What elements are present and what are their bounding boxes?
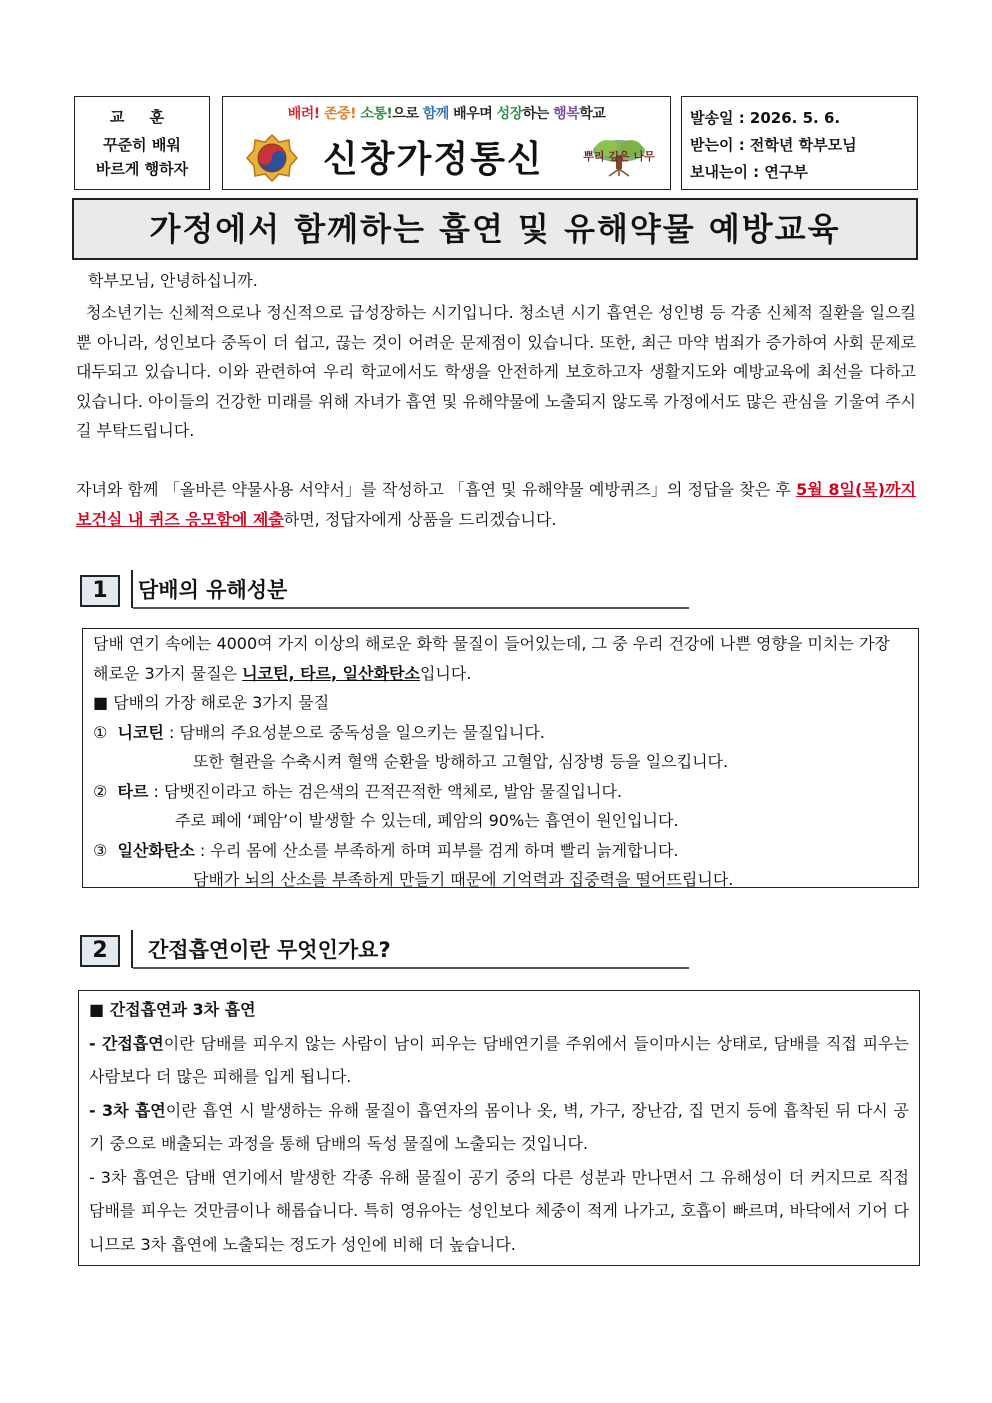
term-thirdhand-smoke: 3차 흡연 xyxy=(101,1100,166,1120)
section-2-number: 2 xyxy=(80,935,120,967)
item-desc: : 담뱃진이라고 하는 검은색의 끈적끈적한 액체로, 발암 물질입니다. xyxy=(148,781,623,801)
tree-logo-text: 뿌리 깊은 나무 xyxy=(583,150,655,163)
item-desc-2: 주로 폐에 ‘폐암’이 발생할 수 있는데, 폐암의 90%는 흡연이 원인입니다. xyxy=(175,811,679,830)
slogan-part: 행복 xyxy=(553,106,580,122)
passive-smoking-paragraph xyxy=(89,1027,909,1094)
harmful-substances: 니코틴, 타르, 일산화탄소 xyxy=(242,663,420,683)
issue-date: 발송일 : 2026. 5. 6. xyxy=(690,109,841,127)
thirdhand-smoke-paragraph xyxy=(89,1094,909,1161)
section-1-intro xyxy=(93,629,908,688)
dash: - xyxy=(89,1033,102,1053)
item-desc: : 우리 몸에 산소를 부족하게 하며 피부를 검게 하며 빨리 늙게합니다. xyxy=(194,840,679,860)
item-desc: : 담배의 주요성분으로 중독성을 일으키는 물질입니다. xyxy=(163,722,545,742)
paragraph-text: 이란 담배를 피우지 않는 사람이 남이 피우는 담배연기를 주위에서 들이마시는 상태로, 담배를 직접 피우는 사람보다 더 많은 피해를 입게 됩니다. xyxy=(89,1033,909,1086)
quiz-text: 자녀와 함께 「올바른 약물사용 서약서」를 작성하고 「흡연 및 유해약물 예방퀴즈」의 정답을 찾은 후 xyxy=(76,480,791,499)
newsletter-header xyxy=(222,96,671,190)
motto-line-2: 바르게 행하자 xyxy=(95,160,189,178)
section-1-intro-end: 입니다. xyxy=(419,663,472,683)
section-1-intro-text: 담배 연기 속에는 4000여 가지 이상의 해로운 화학 물질이 들어있는데, 그 중 우리 건강에 나쁜 영향을 미치는 가장 해로운 3가지 물질은 xyxy=(93,634,890,683)
thirdhand-risk-paragraph: - 3차 흡연은 담배 연기에서 발생한 각종 유해 물질이 공기 중의 다른 성분과 만나면서 그 유해성이 더 커지므로 직접 담배를 피우는 것만큼이나 해롭습니다. 특히 영유아는 성인보다 체중이 적게 나가고, 호흡이 빠르며, 바닥에서 기어 다니므로 3차 흡연에 노출되는 정도가 성인에 비해 더 높습니다. xyxy=(89,1167,909,1254)
slogan-part: 으로 xyxy=(392,106,423,122)
greeting: 학부모님, 안녕하십니까. xyxy=(88,271,258,290)
slogan-part: 배우며 xyxy=(448,106,497,122)
intro-paragraph: 청소년기는 신체적으로나 정신적으로 급성장하는 시기입니다. 청소년 시기 흡연은 성인병 등 각종 신체적 질환을 일으킬 뿐 아니라, 성인보다 중독이 더 쉽고, 끊는 것이 어려운 문제점이 있습니다. 또한, 최근 마약 범죄가 증가하여 사회 문제로 대두되고 있습니다. 이와 관련하여 우리 학교에서도 학생을 안전하게 보호하고자 생활지도와 예방교육에 최선을 다하고 있습니다. 아이들의 건강한 미래를 위해 자녀가 흡연 및 유해약물에 노출되지 않도록 가정에서도 많은 관심을 기울여 주시길 부탁드립니다. xyxy=(76,303,916,440)
school-motto-box xyxy=(74,96,210,190)
slogan-part: 존중! xyxy=(319,106,356,122)
item-name: 일산화탄소 xyxy=(117,840,195,860)
issue-info-box xyxy=(681,96,918,190)
dash: - xyxy=(89,1100,102,1120)
term-passive-smoking: 간접흡연 xyxy=(101,1033,164,1053)
section-1-underline xyxy=(133,607,689,609)
newsletter-title: 신창가정통신 xyxy=(323,139,544,180)
quiz-text-end: 하면, 정답자에게 상품을 드리겠습니다. xyxy=(283,509,557,529)
slogan-part: 성장 xyxy=(496,106,523,122)
slogan-part: 함께 xyxy=(422,106,449,122)
item-desc-2: 또한 혈관을 수축시켜 혈액 순환을 방해하고 고혈압, 심장병 등을 일으킵니다. xyxy=(193,752,729,771)
item-desc-2: 담배가 뇌의 산소를 부족하게 만들기 때문에 기억력과 집중력을 떨어뜨립니다. xyxy=(193,870,734,889)
section-2-content xyxy=(78,990,920,1266)
school-slogan xyxy=(223,103,670,123)
item-name: 타르 xyxy=(117,781,149,801)
tree-logo-icon xyxy=(583,137,655,177)
section-2-title: 간접흡연이란 무엇인가요? xyxy=(148,938,391,962)
motto-title: 교 훈 xyxy=(109,108,175,126)
sender: 보내는이 : 연구부 xyxy=(690,163,808,181)
section-2-underline xyxy=(133,967,689,969)
list-item xyxy=(93,777,908,807)
slogan-part: 배려! xyxy=(287,106,320,122)
deadline-text: 5월 8일(목)까지 보건실 내 퀴즈 응모함에 제출 xyxy=(76,480,916,529)
list-title: ■ 담배의 가장 해로운 3가지 물질 xyxy=(93,693,330,712)
slogan-part: 학교 xyxy=(579,106,606,122)
main-title: 가정에서 함께하는 흡연 및 유해약물 예방교육 xyxy=(72,198,918,260)
section-2-divider xyxy=(131,930,133,968)
box-title: ■ 간접흡연과 3차 흡연 xyxy=(89,1000,256,1019)
quiz-paragraph xyxy=(76,475,916,534)
item-mark: ② xyxy=(93,781,108,801)
school-emblem-icon xyxy=(245,133,299,183)
item-mark: ③ xyxy=(93,840,108,860)
list-item xyxy=(93,836,908,866)
slogan-part: 소통! xyxy=(355,106,393,122)
item-mark: ① xyxy=(93,722,108,742)
slogan-part: 하는 xyxy=(522,106,554,122)
paragraph-text: 이란 흡연 시 발생하는 유해 물질이 흡연자의 몸이나 옷, 벽, 가구, 장난감, 집 먼지 등에 흡착된 뒤 다시 공기 중으로 배출되는 과정을 통해 담배의 독성 물질에 노출되는 것입니다. xyxy=(89,1100,910,1153)
item-name: 니코틴 xyxy=(117,722,164,742)
recipient: 받는이 : 전학년 학부모님 xyxy=(690,136,857,154)
section-1-content xyxy=(82,628,919,888)
motto-line-1: 꾸준히 배워 xyxy=(103,136,181,154)
section-1-divider xyxy=(131,570,133,608)
section-1-number: 1 xyxy=(80,575,120,607)
list-item xyxy=(93,718,908,748)
section-1-title: 담배의 유해성분 xyxy=(138,578,288,602)
